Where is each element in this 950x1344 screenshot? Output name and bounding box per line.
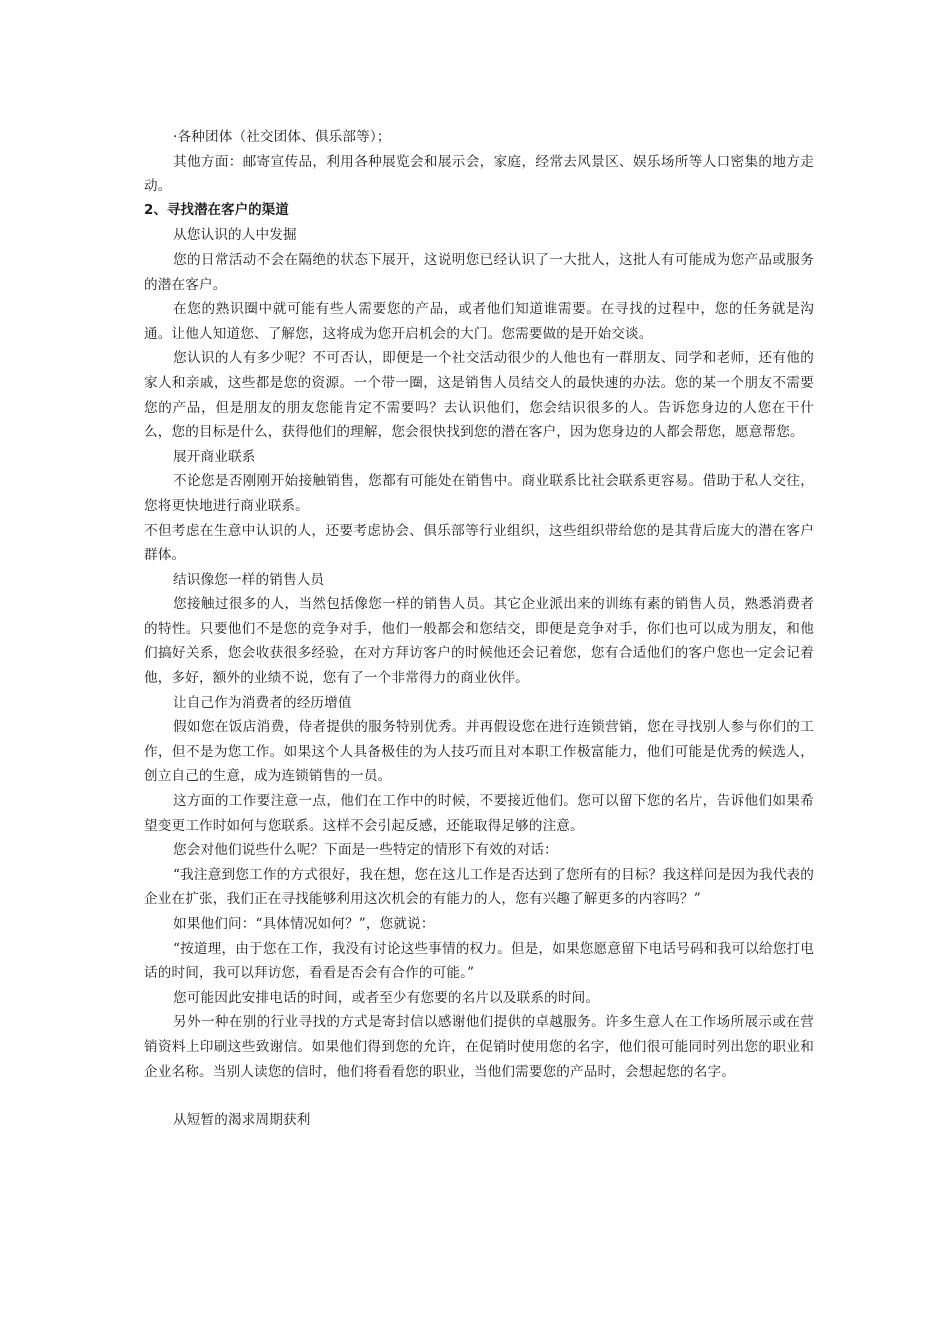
subheading-salespeople: 结识像您一样的销售人员 xyxy=(173,571,325,588)
paragraph: 假如您在饭店消费，侍者提供的服务特别优秀。并再假设您在进行连锁营销，您在寻找别人参与你们的工作，但不是为您工作。如果这个人具备极佳的为人技巧而且对本职工作极富能力，他们可能是优秀的候选人，创立自己的生意，成为连锁销售的一员。 xyxy=(144,719,814,785)
paragraph: 您认识的人有多少呢？不可否认，即便是一个社交活动很少的人他也有一群朋友、同学和老师，还有他的家人和亲戚，这些都是您的资源。一个带一圈，这是销售人员结交人的最快速的办法。您的某一个朋友不需要您的产品，但是朋友的朋友您能肯定不需要吗？去认识他们，您会结识很多的人。告诉您身边的人您在干什么，您的目标是什么，获得他们的理解，您会很快找到您的潜在客户，因为您身边的人都会帮您，愿意帮您。 xyxy=(144,350,814,441)
paragraph: 在您的熟识圈中就可能有些人需要您的产品，或者他们知道谁需要。在寻找的过程中，您的任务就是沟通。让他人知道您、了解您，这将成为您开启机会的大门。您需要做的是开始交谈。 xyxy=(144,301,814,342)
subheading-short-demand-cycle: 从短暂的渴求周期获利 xyxy=(173,1112,311,1129)
paragraph: 您接触过很多的人，当然包括像您一样的销售人员。其它企业派出来的训练有素的销售人员，熟悉消费者的特性。只要他们不是您的竞争对手，他们一般都会和您结交，即便是竞争对手，你们也可以成为朋友，和他们搞好关系，您会收获很多经验，在对方拜访客户的时候他还会记着您，您有合适他们的客户您也一定会记着他，多好，额外的业绩不说，您有了一个非常得力的商业伙伴。 xyxy=(144,596,814,687)
bullet-groups: ·各种团体（社交团体、俱乐部等）； xyxy=(173,129,391,145)
spacer xyxy=(144,1084,814,1108)
paragraph: 如果他们问：“具体情况如何？”，您就说： xyxy=(173,916,435,932)
quote: “我注意到您工作的方式很好，我在想，您在这儿工作是否达到了您所有的目标？我这样问是因为我代表的企业在扩张，我们正在寻找能够利用这次机会的有能力的人，您有兴趣了解更多的内容吗？” xyxy=(144,866,814,908)
paragraph: 您可能因此安排电话的时间，或者至少有您要的名片以及联系的时间。 xyxy=(173,989,600,1006)
subheading-business-contacts: 展开商业联系 xyxy=(173,448,256,465)
paragraph: 不论您是否刚刚开始接触销售，您都有可能处在销售中。商业联系比社会联系更容易。借助于私人交往，您将更快地进行商业联系。 xyxy=(144,473,814,514)
paragraph: 您会对他们说些什么呢？下面是一些特定的情形下有效的对话： xyxy=(173,842,558,859)
paragraph: 另外一种在别的行业寻找的方式是寄封信以感谢他们提供的卓越服务。许多生意人在工作场所展示或在营销资料上印刷这些致谢信。如果他们得到您的允许，在促销时使用您的名字，他们很可能同时列出您的职业和企业名称。当别人读您的信时，他们将看看您的职业，当他们需要您的产品时，会想起您的名字。 xyxy=(144,1014,814,1080)
subheading-consumer-experience: 让自己作为消费者的经历增值 xyxy=(173,694,352,711)
paragraph: 这方面的工作要注意一点，他们在工作中的时候，不要接近他们。您可以留下您的名片，告诉他们如果希望变更工作时如何与您联系。这样不会引起反感，还能取得足够的注意。 xyxy=(144,793,814,834)
paragraph: 您的日常活动不会在隔绝的状态下展开，这说明您已经认识了一大批人，这批人有可能成为您产品或服务的潜在客户。 xyxy=(144,251,814,293)
section-heading: 2、寻找潜在客户的渠道 xyxy=(144,202,289,218)
subheading-acquaintances: 从您认识的人中发掘 xyxy=(173,227,297,244)
paragraph: 不但考虑在生意中认识的人，还要考虑协会、俱乐部等行业组织，这些组织带给您的是其背后庞大的潜在客户群体。 xyxy=(144,522,814,564)
document-page xyxy=(144,125,814,1133)
quote: “按道理，由于您在工作，我没有讨论这些事情的权力。但是，如果您愿意留下电话号码和我可以给您打电话的时间，我可以拜访您，看看是否会有合作的可能。” xyxy=(144,940,814,982)
paragraph-other-aspects: 其他方面：邮寄宣传品，利用各种展览会和展示会，家庭，经常去风景区、娱乐场所等人口密集的地方走动。 xyxy=(144,153,814,195)
